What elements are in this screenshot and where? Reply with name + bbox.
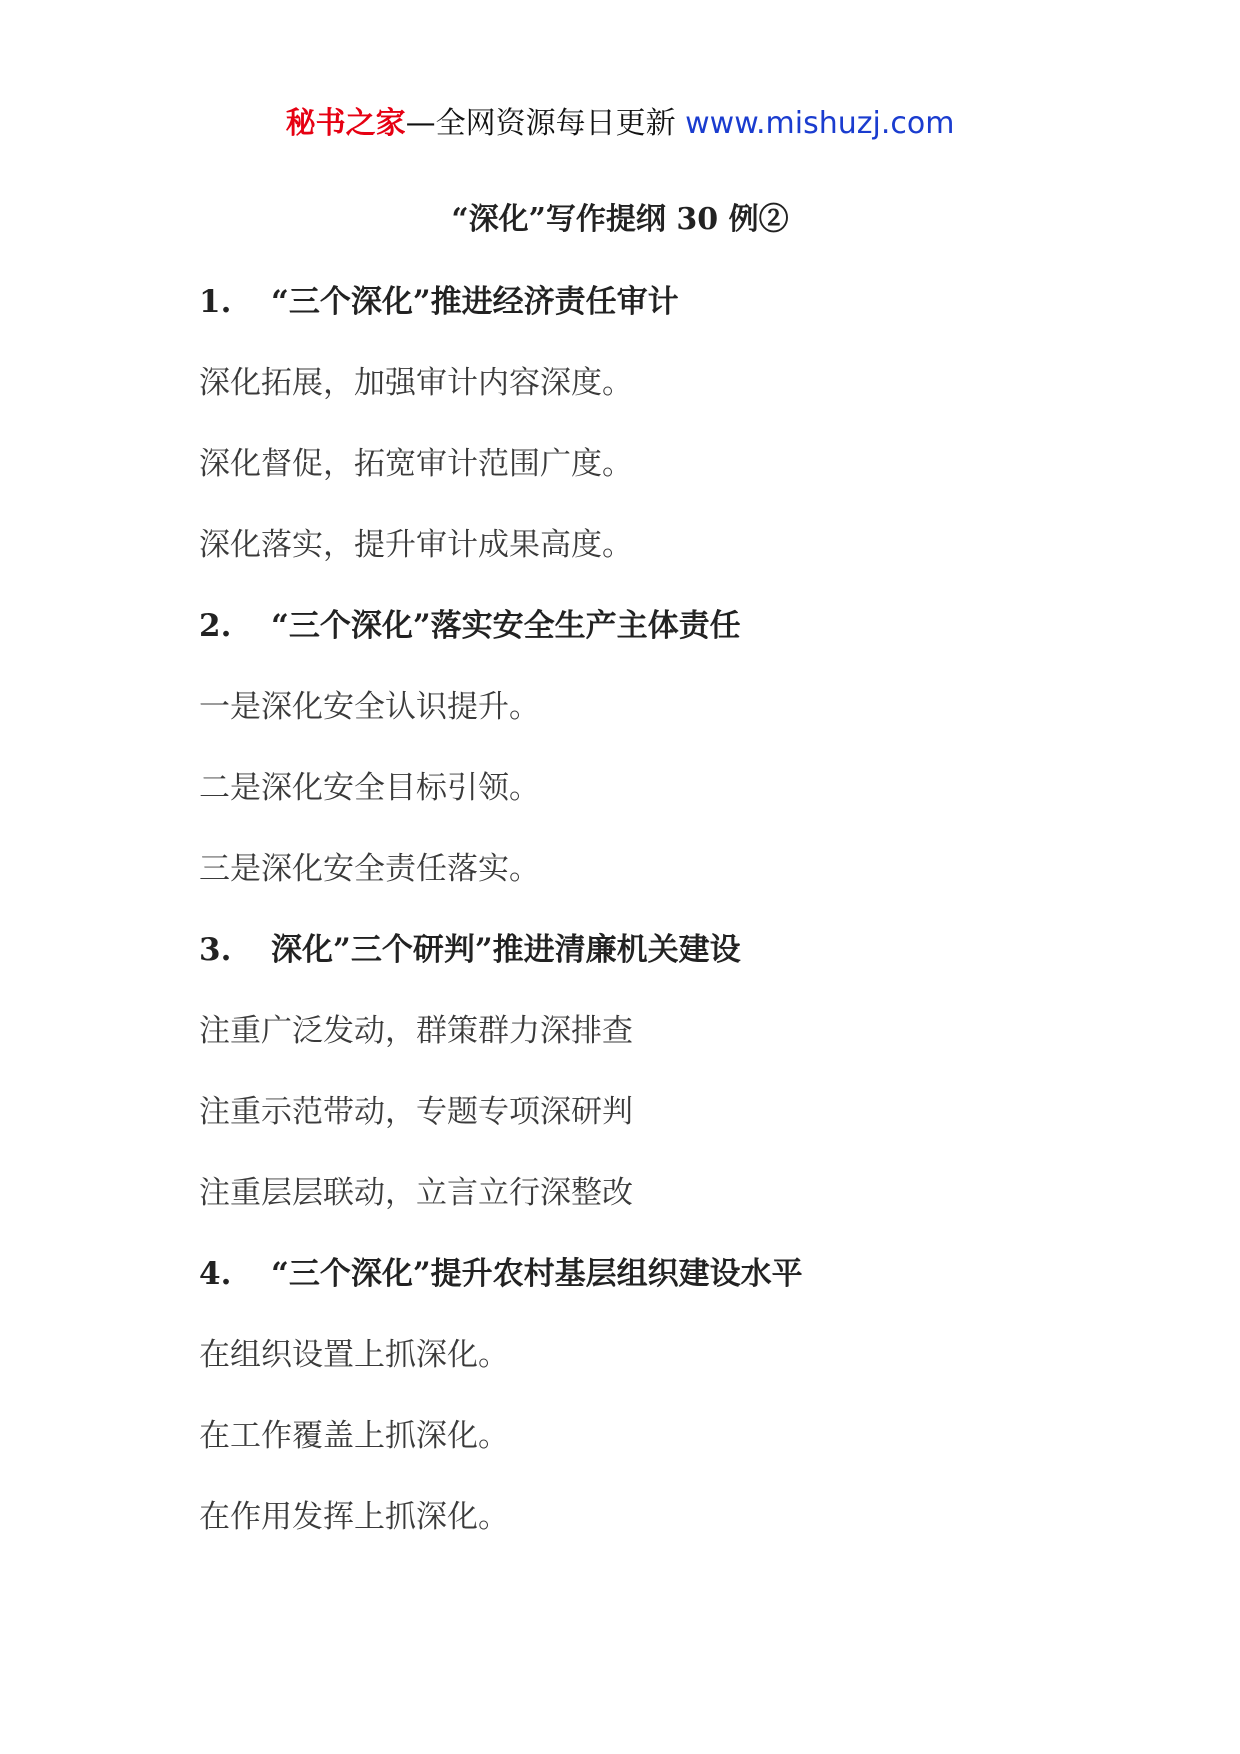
- outline-item: 一是深化安全认识提升。: [199, 689, 540, 725]
- outline-item: 在工作覆盖上抓深化。: [199, 1418, 509, 1454]
- outline-item: 在组织设置上抓深化。: [199, 1337, 509, 1373]
- section-number: 1.: [199, 284, 232, 320]
- section-heading: [199, 1248, 1159, 1329]
- section-heading-text: “三个深化”落实安全生产主体责任: [271, 608, 741, 644]
- section-heading-text: 深化”三个研判”推进清廉机关建设: [271, 932, 741, 968]
- section-number: 2.: [199, 608, 232, 644]
- section-number: 3.: [199, 932, 232, 968]
- section-heading-text: “三个深化”提升农村基层组织建设水平: [271, 1256, 803, 1292]
- section-heading: [199, 276, 1159, 357]
- outline-content: [199, 276, 1159, 1572]
- section-heading: [199, 600, 1159, 681]
- section-number: 4.: [199, 1256, 232, 1292]
- outline-item: 注重示范带动，专题专项深研判: [199, 1094, 633, 1130]
- site-header: [0, 100, 1240, 148]
- outline-section-2: [199, 600, 1159, 924]
- site-slogan: —全网资源每日更新: [405, 106, 676, 141]
- section-heading-text: “三个深化”推进经济责任审计: [271, 284, 679, 320]
- outline-section-1: [199, 276, 1159, 600]
- outline-item: 深化落实，提升审计成果高度。: [199, 527, 633, 563]
- outline-item: 三是深化安全责任落实。: [199, 851, 540, 887]
- outline-item: 深化拓展，加强审计内容深度。: [199, 365, 633, 401]
- outline-section-4: [199, 1248, 1159, 1572]
- site-url-link[interactable]: www.mishuzj.com: [685, 106, 955, 141]
- document-title: “深化”写作提纲 30 例②: [451, 202, 789, 237]
- outline-item: 深化督促，拓宽审计范围广度。: [199, 446, 633, 482]
- outline-item: 在作用发挥上抓深化。: [199, 1499, 509, 1535]
- outline-section-3: [199, 924, 1159, 1248]
- outline-item: 二是深化安全目标引领。: [199, 770, 540, 806]
- section-heading: [199, 924, 1159, 1005]
- outline-item: 注重广泛发动，群策群力深排查: [199, 1013, 633, 1049]
- outline-item: 注重层层联动，立言立行深整改: [199, 1175, 633, 1211]
- site-brand: 秘书之家: [285, 106, 406, 141]
